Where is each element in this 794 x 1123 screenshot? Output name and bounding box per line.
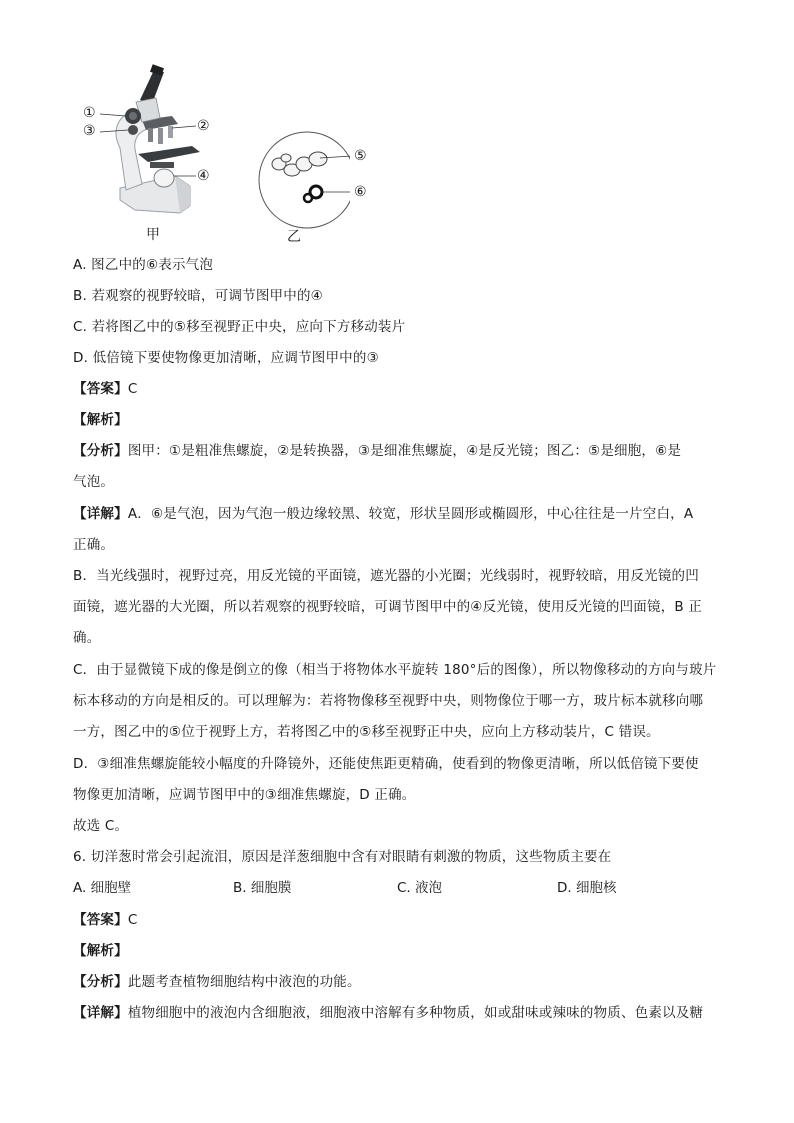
marker-2: ② bbox=[197, 118, 210, 134]
q6-option-d: D. 细胞核 bbox=[557, 880, 617, 896]
q5-detail-d-1: D．③细准焦螺旋能较小幅度的升降镜外，还能使焦距更精确，使看到的物像更清晰，所以低倍镜下要使 bbox=[73, 756, 699, 772]
q5-answer bbox=[73, 380, 137, 398]
label-yi: 乙 bbox=[287, 229, 301, 245]
microscope-figure bbox=[80, 58, 367, 248]
q5-option-c: C. 若将图乙中的⑤移至视野正中央，应向下方移动装片 bbox=[73, 319, 406, 335]
marker-3: ③ bbox=[83, 123, 96, 139]
answer-tag: 【答案】 bbox=[73, 381, 128, 397]
q5-detail-b-3: 确。 bbox=[73, 630, 101, 646]
q5-option-a: A. 图乙中的⑥表示气泡 bbox=[73, 257, 214, 273]
analysis-text: 图甲：①是粗准焦螺旋，②是转换器，③是细准焦螺旋，④是反光镜；图乙：⑤是细胞，⑥是 bbox=[127, 443, 682, 459]
q6-jiexi-heading: 【解析】 bbox=[73, 943, 128, 959]
q6-option-a: A. 细胞壁 bbox=[73, 880, 132, 896]
q5-analysis-line-1 bbox=[73, 442, 681, 460]
microscope-drawing bbox=[116, 64, 200, 213]
detail-tag: 【详解】 bbox=[73, 506, 128, 522]
marker-6: ⑥ bbox=[354, 184, 367, 200]
answer-value: C bbox=[127, 381, 138, 397]
q5-option-b: B. 若观察的视野较暗，可调节图甲中的④ bbox=[73, 288, 323, 304]
q6-answer bbox=[73, 911, 137, 929]
detail-text: 植物细胞中的液泡内含细胞液，细胞液中溶解有多种物质，如或甜味或辣味的物质、色素以及糖 bbox=[127, 1005, 704, 1021]
q5-detail-b-2: 面镜，遮光器的大光圈，所以若观察的视野较暗，可调节图甲中的④反光镜，使用反光镜的凹面镜，B 正 bbox=[73, 599, 703, 615]
q6-analysis bbox=[73, 973, 361, 991]
q5-detail-c-1: C．由于显微镜下成的像是倒立的像（相当于将物体水平旋转 180°后的图像），所以物像移动的方向与玻片 bbox=[73, 662, 717, 678]
marker-4: ④ bbox=[197, 168, 210, 184]
q5-detail-d-2: 物像更加清晰，应调节图甲中的③细准焦螺旋，D 正确。 bbox=[73, 787, 416, 803]
analysis-tag: 【分析】 bbox=[73, 974, 128, 990]
q5-detail-a-1 bbox=[73, 505, 693, 523]
detail-text: A．⑥是气泡，因为气泡一般边缘较黑、较宽，形状呈圆形或椭圆形，中心往往是一片空白，A bbox=[127, 506, 694, 522]
q5-detail-c-3: 一方，图乙中的⑤位于视野上方，若将图乙中的⑤移至视野正中央，应向上方移动装片，C 错误。 bbox=[73, 724, 660, 740]
q5-conclusion: 故选 C。 bbox=[73, 818, 129, 834]
answer-tag: 【答案】 bbox=[73, 912, 128, 928]
answer-value: C bbox=[127, 912, 138, 928]
q6-detail bbox=[73, 1004, 703, 1022]
label-jia: 甲 bbox=[146, 227, 160, 243]
q5-detail-a-2: 正确。 bbox=[73, 537, 115, 553]
q6-option-c: C. 液泡 bbox=[397, 880, 443, 896]
q6-option-b: B. 细胞膜 bbox=[233, 880, 292, 896]
q5-jiexi-heading: 【解析】 bbox=[73, 412, 128, 428]
analysis-text: 此题考查植物细胞结构中液泡的功能。 bbox=[127, 974, 361, 990]
q5-analysis-line-2: 气泡。 bbox=[73, 474, 115, 490]
field-of-view bbox=[259, 132, 350, 228]
q5-option-d: D. 低倍镜下要使物像更加清晰，应调节图甲中的③ bbox=[73, 350, 379, 366]
q5-detail-c-2: 标本移动的方向是相反的。可以理解为：若将物像移至视野中央，则物像位于哪一方，玻片标本就移向哪 bbox=[73, 693, 704, 709]
q5-detail-b-1: B．当光线强时，视野过亮，用反光镜的平面镜，遮光器的小光圈；光线弱时，视野较暗，用反光镜的凹 bbox=[73, 568, 699, 584]
detail-tag: 【详解】 bbox=[73, 1005, 128, 1021]
marker-1: ① bbox=[83, 105, 96, 121]
microscope-illustration bbox=[80, 58, 350, 248]
analysis-tag: 【分析】 bbox=[73, 443, 128, 459]
q6-stem: 6. 切洋葱时常会引起流泪，原因是洋葱细胞中含有对眼睛有刺激的物质，这些物质主要在 bbox=[73, 849, 612, 865]
marker-5: ⑤ bbox=[354, 148, 367, 164]
